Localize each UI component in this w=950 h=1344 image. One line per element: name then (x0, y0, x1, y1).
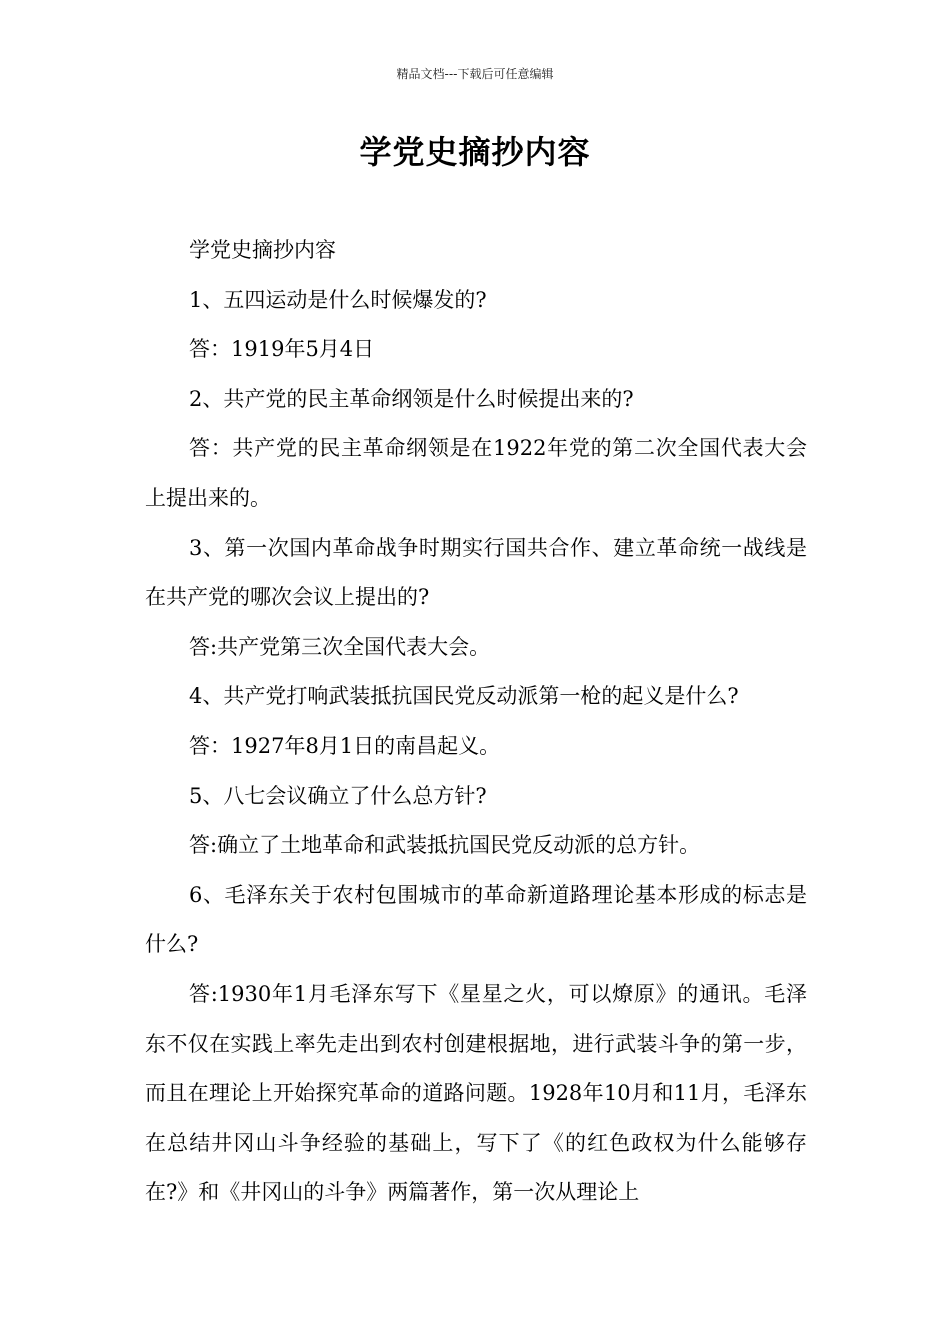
paragraph-answer-4: 答：1927年8月1日的南昌起义。 (189, 733, 501, 758)
page-header: 精品文档---下载后可任意编辑 (396, 67, 554, 81)
paragraph-question-6: 6、毛泽东关于农村包围城市的革命新道路理论基本形成的标志是什么? (145, 882, 807, 957)
paragraph-question-1: 1、五四运动是什么时候爆发的? (189, 287, 487, 312)
document-title: 学党史摘抄内容 (359, 133, 591, 171)
paragraph-answer-3: 答:共产党第三次全国代表大会。 (189, 634, 491, 659)
paragraph-question-4: 4、共产党打响武装抵抗国民党反动派第一枪的起义是什么? (189, 684, 739, 709)
paragraph-question-2: 2、共产党的民主革命纲领是什么时候提出来的? (189, 386, 634, 411)
paragraph-question-3: 3、第一次国内革命战争时期实行国共合作、建立革命统一战线是在共产党的哪次会议上提出的? (145, 535, 807, 610)
paragraph-subtitle: 学党史摘抄内容 (189, 238, 336, 262)
paragraph-answer-5: 答:确立了土地革命和武装抵抗国民党反动派的总方针。 (189, 833, 701, 858)
paragraph-answer-6: 答:1930年1月毛泽东写下《星星之火，可以燎原》的通讯。毛泽东不仅在实践上率先走出到农村创建根据地，进行武装斗争的第一步，而且在理论上开始探究革命的道路问题。1928年10月和11月，毛泽东在总结井冈山斗争经验的基础上，写下了《的红色政权为什么能够存在?》和《井冈山的斗争》两篇著作，第一次从理论上 (145, 981, 807, 1205)
paragraph-answer-1: 答：1919年5月4日 (189, 337, 375, 362)
document-body (145, 226, 807, 1218)
paragraph-answer-2: 答：共产党的民主革命纲领是在1922年党的第二次全国代表大会上提出来的。 (145, 436, 807, 510)
paragraph-question-5: 5、八七会议确立了什么总方针? (189, 783, 487, 808)
